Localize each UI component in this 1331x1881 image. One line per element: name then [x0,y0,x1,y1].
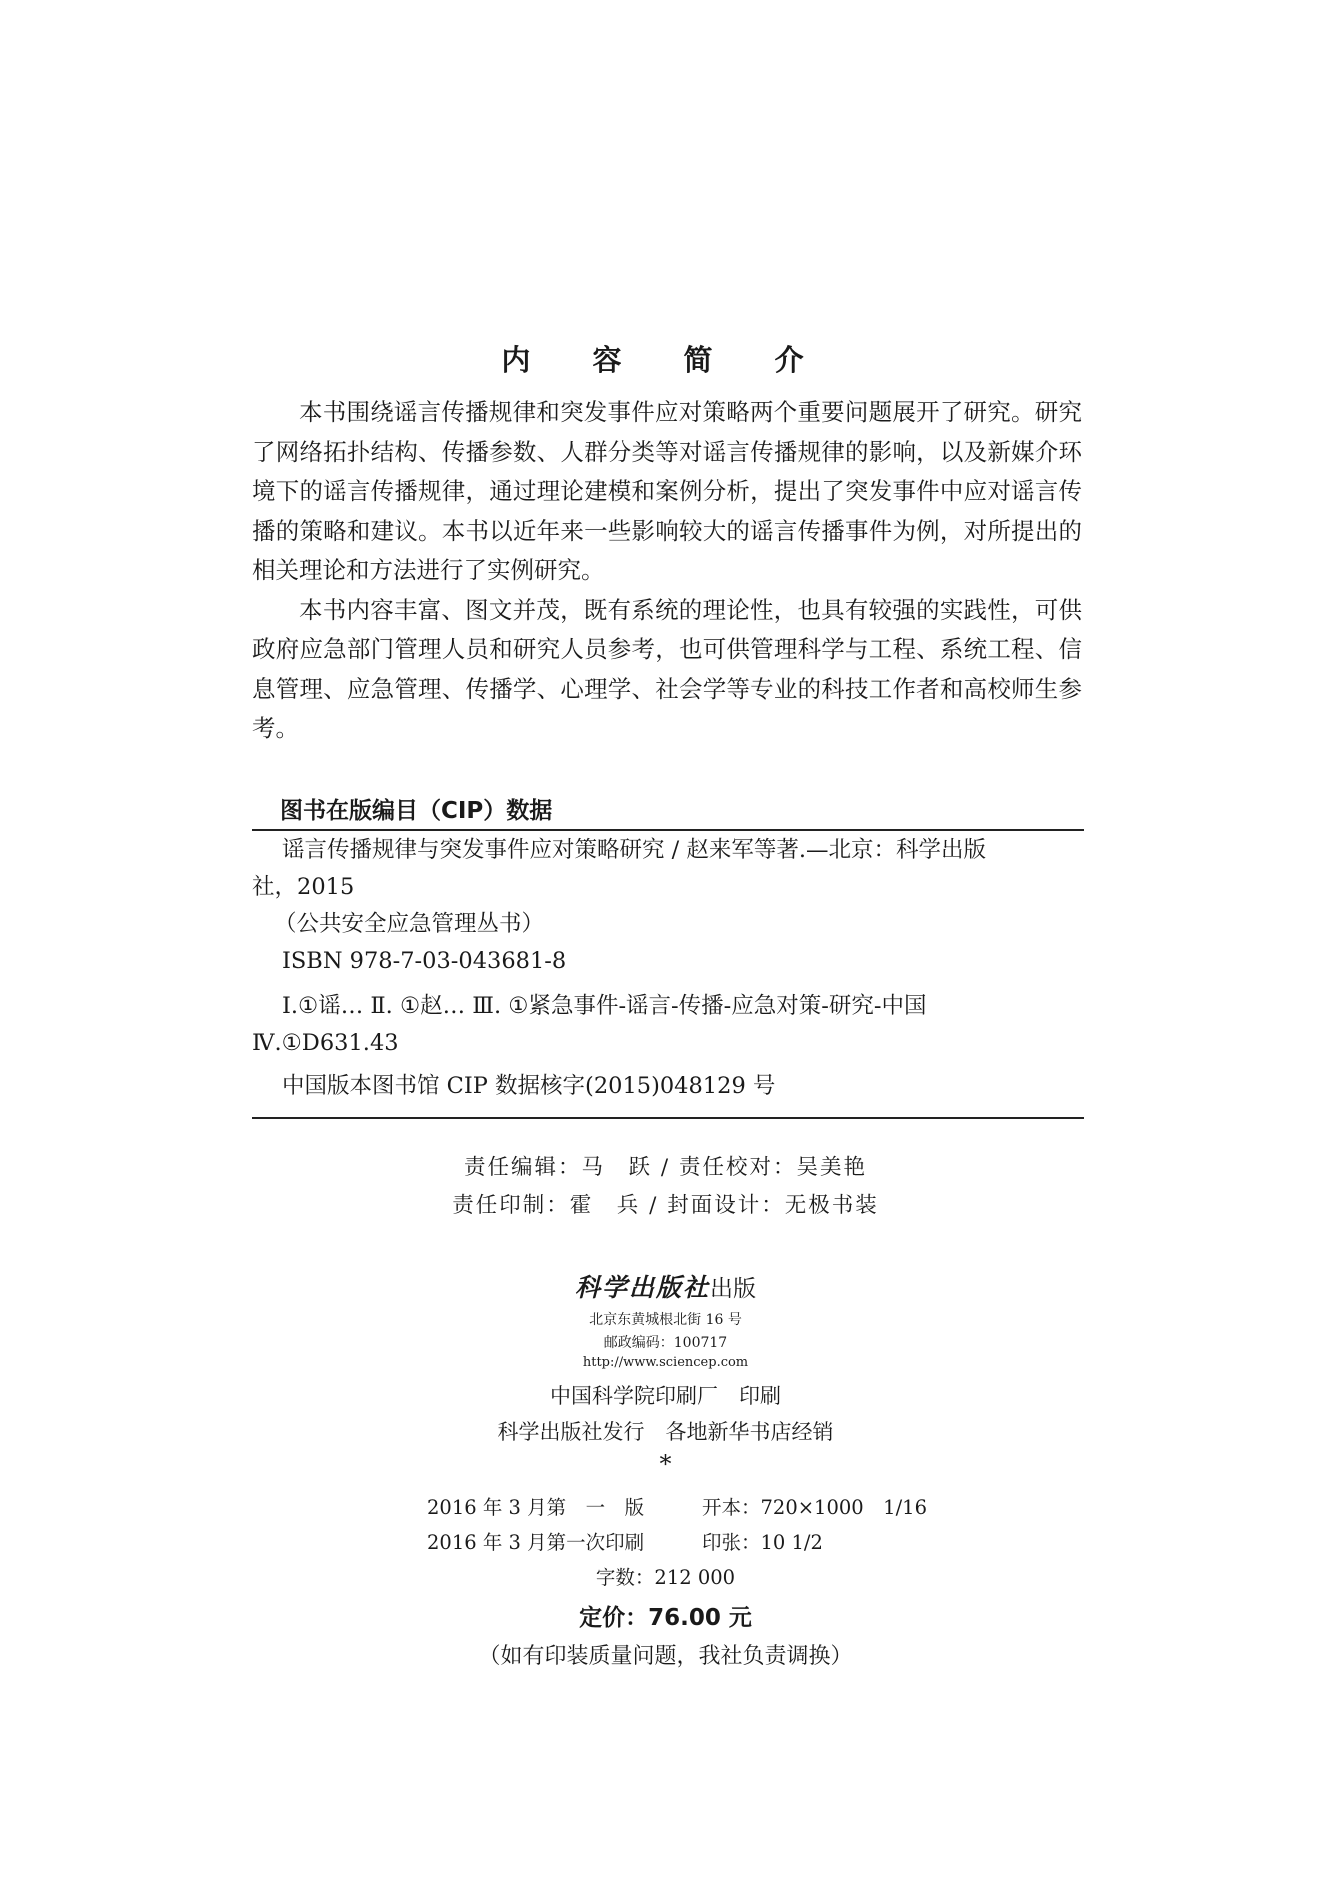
publisher-url: http://www.sciencep.com [582,1355,749,1370]
cip-top-rule [252,829,1084,831]
cip-title-line-cont: 社，2015 [252,874,355,900]
word-count: 字数：212 000 [595,1566,736,1589]
editors-line-1: 责任编辑：马 跃 / 责任校对：吴美艳 [464,1155,867,1180]
publisher-logo: 科学出版社 [574,1273,710,1302]
cip-heading: 图书在版编目（CIP）数据 [280,798,553,824]
publisher-row [0,1268,1331,1304]
cip-bottom-rule [252,1117,1084,1119]
summary-paragraph-1: 本书围绕谣言传播规律和突发事件应对策略两个重要问题展开了研究。研究了网络拓扑结构、传播参数、人群分类等对谣言传播规律的影响，以及新媒介环境下的谣言传播规律，通过理论建模和案例分析，提出了突发事件中应对谣言传播的策略和建议。本书以近年来一些影响较大的谣言传播事件为例，对所提出的相关理论和方法进行了实例研究。 [252,398,1082,584]
edition-date: 2016 年 3 月第 一 版 [427,1496,645,1519]
summary-title: 内 容 简 介 [501,343,830,377]
printer-line: 中国科学院印刷厂 印刷 [550,1384,781,1408]
printed-sheets: 印张：10 1/2 [702,1531,823,1554]
separator-star: * [659,1450,672,1478]
publisher-address: 北京东黄城根北街 16 号 [589,1312,742,1328]
format-size: 开本：720×1000 1/16 [702,1496,927,1519]
cip-block [252,832,1084,1105]
cip-classification-cont: Ⅳ.①D631.43 [252,1030,399,1056]
publisher-postcode: 邮政编码：100717 [603,1335,728,1351]
price: 定价：76.00 元 [579,1605,752,1631]
cip-series: （公共安全应急管理丛书） [274,911,545,937]
summary-body [252,393,1082,749]
publish-word: 出版 [710,1276,756,1302]
cip-classification: Ⅰ.①谣… Ⅱ. ①赵… Ⅲ. ①紧急事件-谣言-传播-应急对策-研究-中国 [282,993,927,1019]
summary-paragraph-2: 本书内容丰富、图文并茂，既有系统的理论性，也具有较强的实践性，可供政府应急部门管理人员和研究人员参考，也可供管理科学与工程、系统工程、信息管理、应急管理、传播学、心理学、社会学等专业的科技工作者和高校师生参考。 [252,595,1082,742]
editors-line-2: 责任印制：霍 兵 / 封面设计：无极书装 [452,1193,879,1218]
cip-record-number: 中国版本图书馆 CIP 数据核字(2015)048129 号 [282,1073,776,1099]
printing-date: 2016 年 3 月第一次印刷 [427,1531,645,1554]
distribution-line: 科学出版社发行 各地新华书店经销 [497,1420,834,1444]
cip-isbn: ISBN 978-7-03-043681-8 [282,948,567,974]
quality-note: （如有印装质量问题，我社负责调换） [478,1644,853,1669]
cip-title-line: 谣言传播规律与突发事件应对策略研究 / 赵来军等著.—北京：科学出版 [282,837,987,863]
